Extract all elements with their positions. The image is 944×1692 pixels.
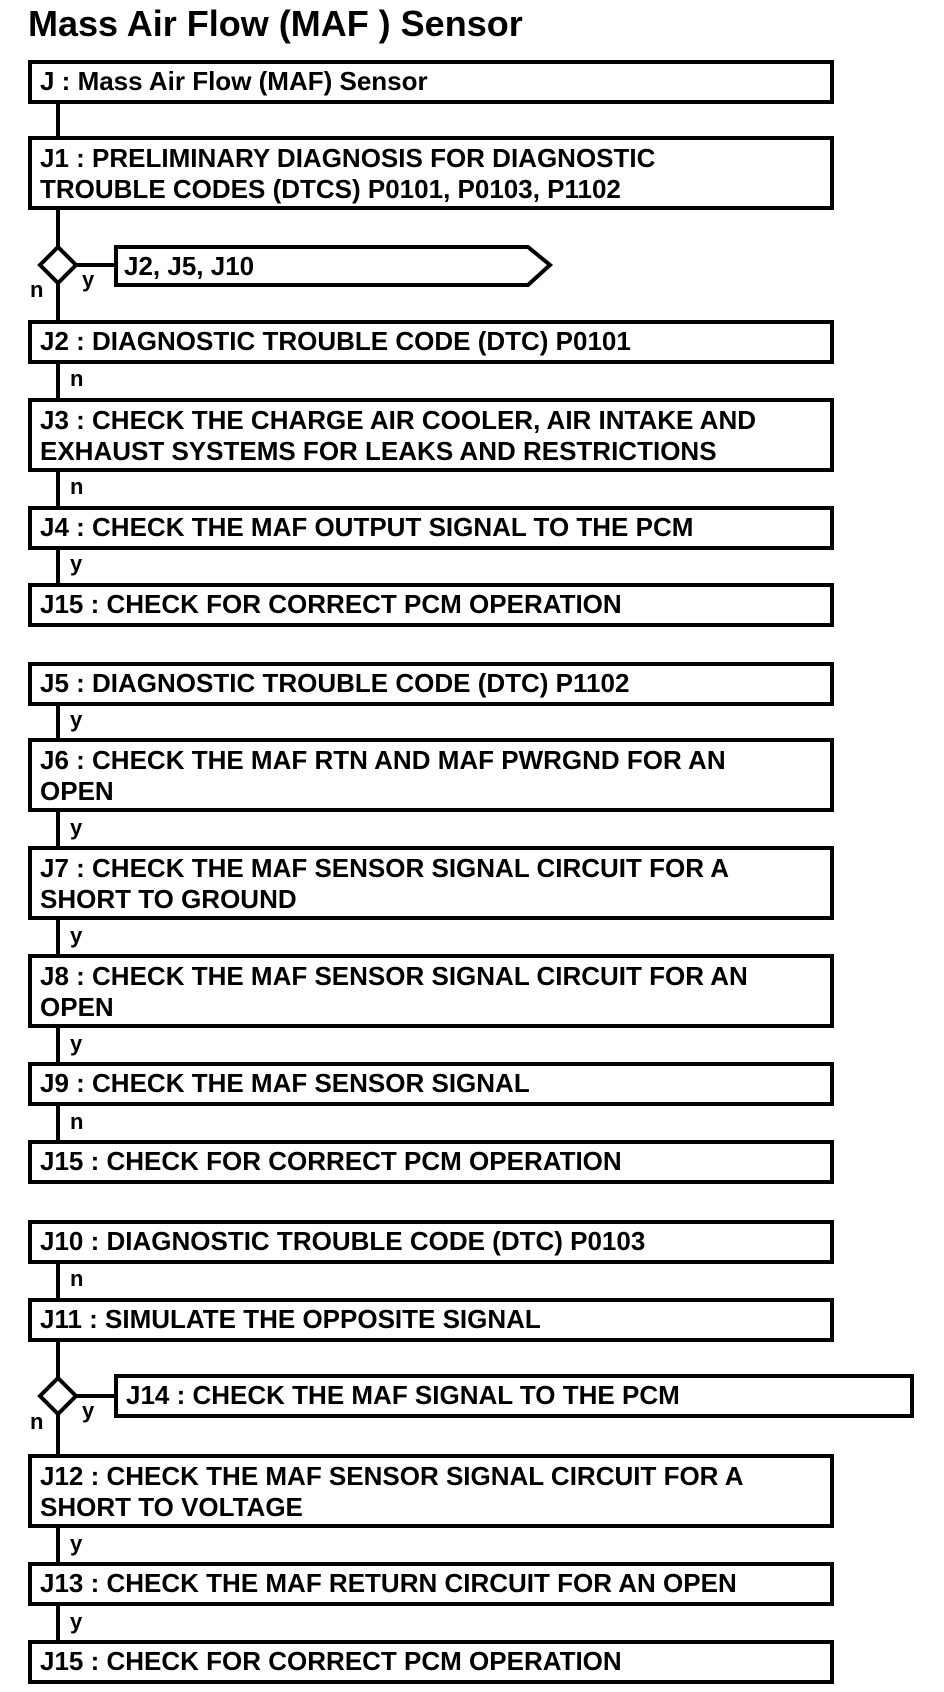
step-j8-label-line2: OPEN — [40, 992, 114, 1022]
step-j-label: J : Mass Air Flow (MAF) Sensor — [40, 66, 428, 96]
step-j7-label-line2: SHORT TO GROUND — [40, 884, 297, 914]
step-j13-label: J13 : CHECK THE MAF RETURN CIRCUIT FOR AN OPEN — [40, 1568, 737, 1598]
decision-1 — [30, 247, 116, 322]
connector-label: y — [70, 815, 83, 840]
step-j15-label: J15 : CHECK FOR CORRECT PCM OPERATION — [40, 589, 622, 619]
step-j14-label: J14 : CHECK THE MAF SIGNAL TO THE PCM — [126, 1380, 680, 1410]
step-j6[interactable] — [30, 740, 832, 810]
step-j8[interactable] — [30, 956, 832, 1026]
connector-label: y — [70, 551, 83, 576]
step-j15-second[interactable] — [30, 1142, 832, 1182]
step-j3-label-line2: EXHAUST SYSTEMS FOR LEAKS AND RESTRICTIONS — [40, 436, 717, 466]
step-j15-label: J15 : CHECK FOR CORRECT PCM OPERATION — [40, 1146, 622, 1176]
decision-yes-label: y — [82, 1398, 95, 1423]
step-j9[interactable] — [30, 1064, 832, 1104]
step-j4[interactable] — [30, 508, 832, 548]
step-j8-label-line1: J8 : CHECK THE MAF SENSOR SIGNAL CIRCUIT FOR AN — [40, 961, 748, 991]
connector-label: y — [70, 1031, 83, 1056]
step-j15-label: J15 : CHECK FOR CORRECT PCM OPERATION — [40, 1646, 622, 1676]
decision-no-label: n — [30, 277, 44, 302]
step-j7[interactable] — [30, 848, 832, 918]
decision-yes-label: y — [82, 267, 95, 292]
connector-label: n — [70, 366, 84, 391]
step-j[interactable] — [30, 62, 832, 102]
step-j9-label: J9 : CHECK THE MAF SENSOR SIGNAL — [40, 1068, 530, 1098]
step-j5[interactable] — [30, 664, 832, 704]
step-j3-label-line1: J3 : CHECK THE CHARGE AIR COOLER, AIR INTAKE AND — [40, 405, 756, 435]
goto-j2-j5-j10[interactable] — [116, 247, 550, 285]
step-j12-label-line2: SHORT TO VOLTAGE — [40, 1492, 303, 1522]
step-j1-label-line2: TROUBLE CODES (DTCS) P0101, P0103, P1102 — [40, 174, 621, 204]
step-j11-label: J11 : SIMULATE THE OPPOSITE SIGNAL — [40, 1304, 541, 1334]
step-j12[interactable] — [30, 1456, 832, 1526]
step-j3[interactable] — [30, 400, 832, 470]
step-j5-label: J5 : DIAGNOSTIC TROUBLE CODE (DTC) P1102 — [40, 668, 630, 698]
step-j1-label-line1: J1 : PRELIMINARY DIAGNOSIS FOR DIAGNOSTIC — [40, 143, 656, 173]
step-j12-label-line1: J12 : CHECK THE MAF SENSOR SIGNAL CIRCUIT FOR A — [40, 1461, 744, 1491]
step-j13[interactable] — [30, 1564, 832, 1604]
step-j4-label: J4 : CHECK THE MAF OUTPUT SIGNAL TO THE PCM — [40, 512, 694, 542]
connector-label: n — [70, 474, 84, 499]
decision-2 — [30, 1378, 116, 1456]
connector-label: y — [70, 707, 83, 732]
step-j6-label-line2: OPEN — [40, 776, 114, 806]
decision-diamond — [40, 1378, 76, 1414]
step-j15-first[interactable] — [30, 585, 832, 625]
decision-diamond — [40, 247, 76, 283]
step-j2[interactable] — [30, 322, 832, 362]
step-j1[interactable] — [30, 138, 832, 208]
step-j6-label-line1: J6 : CHECK THE MAF RTN AND MAF PWRGND FOR AN — [40, 745, 726, 775]
connector-label: y — [70, 1609, 83, 1634]
connector-label: y — [70, 1531, 83, 1556]
step-j2-label: J2 : DIAGNOSTIC TROUBLE CODE (DTC) P0101 — [40, 326, 631, 356]
step-j10[interactable] — [30, 1222, 832, 1262]
connector-label: n — [70, 1109, 84, 1134]
goto-label: J2, J5, J10 — [124, 251, 255, 281]
step-j7-label-line1: J7 : CHECK THE MAF SENSOR SIGNAL CIRCUIT FOR A — [40, 853, 730, 883]
step-j10-label: J10 : DIAGNOSTIC TROUBLE CODE (DTC) P0103 — [40, 1226, 646, 1256]
step-j11[interactable] — [30, 1300, 832, 1340]
decision-no-label: n — [30, 1409, 44, 1434]
connector-label: y — [70, 923, 83, 948]
step-j15-third[interactable] — [30, 1642, 832, 1682]
connector-label: n — [70, 1266, 84, 1291]
step-j14[interactable] — [116, 1376, 912, 1416]
page-title: Mass Air Flow (MAF ) Sensor — [28, 3, 523, 44]
